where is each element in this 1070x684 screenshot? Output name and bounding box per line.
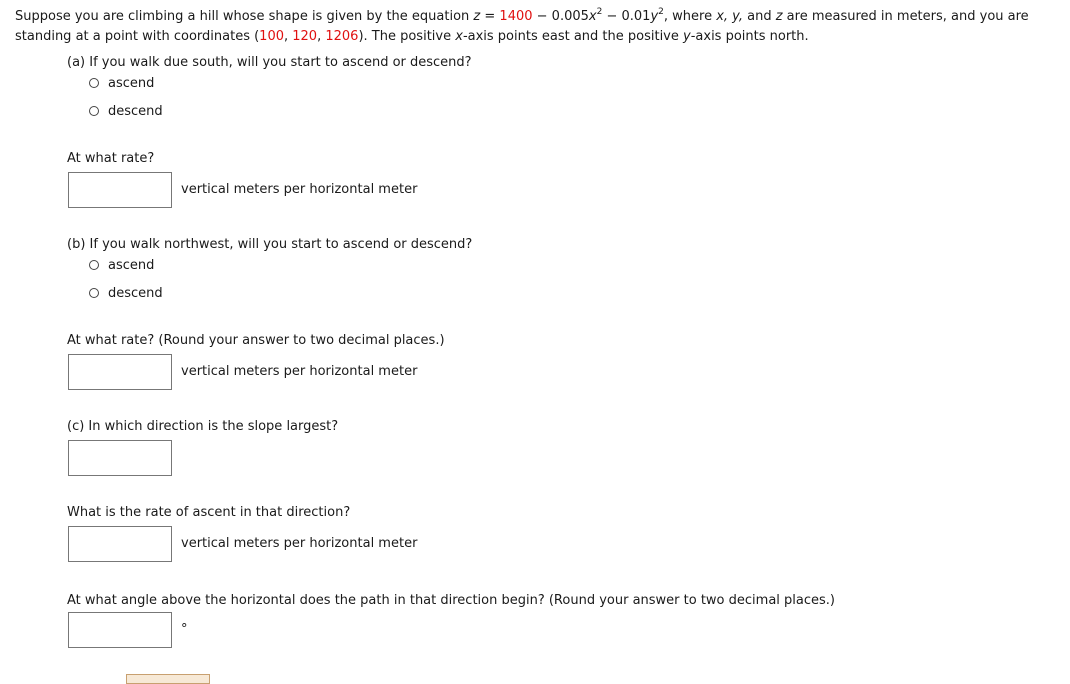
coord-x: 100: [259, 29, 284, 44]
part-a-question: (a) If you walk due south, will you start to ascend or descend?: [67, 55, 472, 70]
problem-statement-line1: Suppose you are climbing a hill whose shape is given by the equation $z = 1400 - 0.005x^2 - 0.01y^2$, where x, y, and z are measured in meters, and you are: [15, 7, 1029, 24]
option-label: ascend: [108, 257, 155, 273]
radio-button[interactable]: [89, 260, 99, 270]
part-b-rate-input[interactable]: [68, 354, 172, 390]
part-c-question: (c) In which direction is the slope largest?: [67, 419, 339, 434]
part-b-option-ascend[interactable]: [89, 257, 154, 273]
part-a-option-descend[interactable]: [89, 103, 163, 119]
part-c-unit-label: vertical meters per horizontal meter: [181, 536, 418, 551]
coord-z: 1206: [325, 29, 359, 44]
part-a-option-ascend[interactable]: [89, 75, 154, 91]
part-c-angle-input[interactable]: [68, 612, 172, 648]
part-b-unit-label: vertical meters per horizontal meter: [181, 364, 418, 379]
submit-button[interactable]: [126, 674, 210, 684]
option-label: descend: [108, 285, 163, 301]
part-a-unit-label: vertical meters per horizontal meter: [181, 182, 418, 197]
constant-value: 1400: [499, 9, 533, 24]
radio-button[interactable]: [89, 288, 99, 298]
part-a-rate-input[interactable]: [68, 172, 172, 208]
option-label: descend: [108, 103, 163, 119]
degree-symbol: °: [181, 622, 188, 637]
part-c-direction-input[interactable]: [68, 440, 172, 476]
part-b-question: (b) If you walk northwest, will you start to ascend or descend?: [67, 237, 473, 252]
coord-y: 120: [292, 29, 318, 44]
part-c-rate-input[interactable]: [68, 526, 172, 562]
part-c-angle-prompt: At what angle above the horizontal does the path in that direction begin? (Round your answer to two decimal places.): [67, 593, 835, 608]
option-label: ascend: [108, 75, 155, 91]
part-b-rate-prompt: At what rate? (Round your answer to two decimal places.): [67, 333, 445, 348]
problem-statement-line2: standing at a point with coordinates (100, 120, 1206). The positive x-axis points east and the positive y-axis points north.: [15, 29, 809, 44]
radio-button[interactable]: [89, 106, 99, 116]
part-c-rate-prompt: What is the rate of ascent in that direction?: [67, 505, 351, 520]
part-a-rate-prompt: At what rate?: [67, 151, 155, 166]
radio-button[interactable]: [89, 78, 99, 88]
part-b-option-descend[interactable]: [89, 285, 163, 301]
